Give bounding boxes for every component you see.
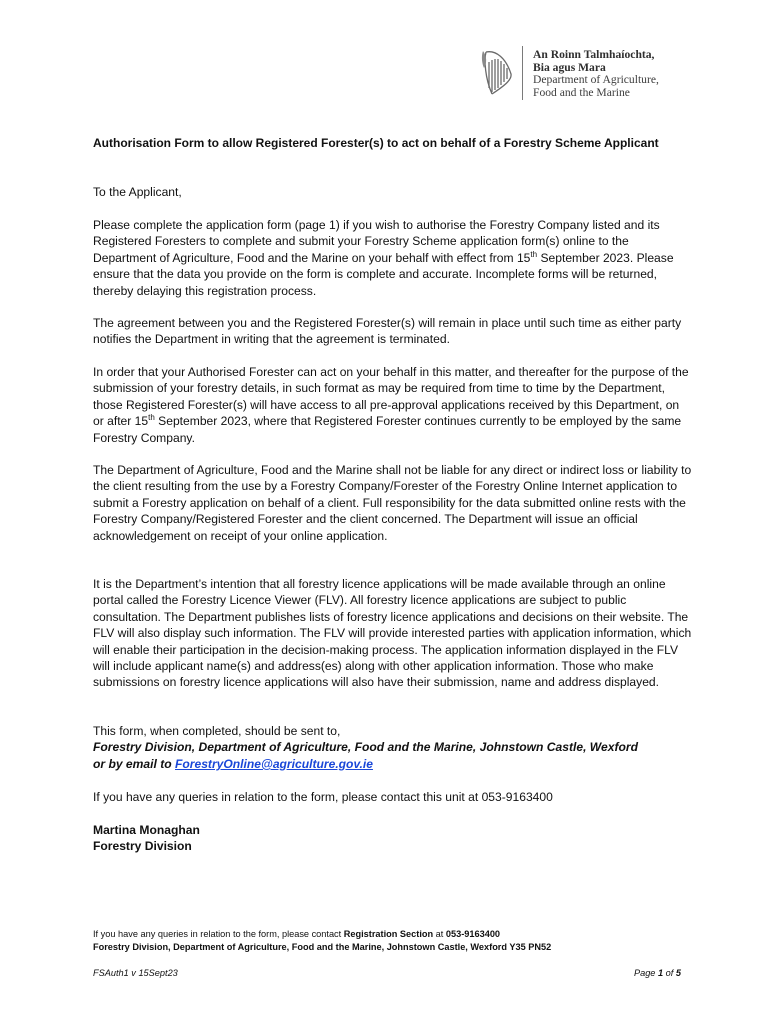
footer-bottom bbox=[93, 967, 681, 980]
para3-text-a: In order that your Authorised Forester can act on your behalf in this matter, and thereafter for the purpose of the submission of your forestry details, in such format as may be required from time to time by the Department, those Registered Forester(s) will have access to all pre-approval applications received by this Department, on or after 15 bbox=[93, 365, 689, 429]
footer-at: at bbox=[433, 929, 446, 939]
para3-text-b: September 2023, where that Registered Forester continues currently to be employed by the same Forestry Company. bbox=[93, 414, 682, 445]
send-intro: This form, when completed, should be sent to, bbox=[93, 724, 341, 738]
email-link[interactable]: ForestryOnline@agriculture.gov.ie bbox=[175, 756, 373, 771]
page-total: 5 bbox=[675, 968, 681, 978]
salutation: To the Applicant, bbox=[93, 185, 182, 199]
footer-prefix: If you have any queries in relation to the form, please contact bbox=[93, 929, 344, 939]
paragraph-access bbox=[93, 364, 693, 446]
send-email-line bbox=[93, 756, 693, 772]
send-address: Forestry Division, Department of Agriculture, Food and the Marine, Johnstown Castle, Wexford bbox=[93, 740, 638, 755]
page-label: Page bbox=[633, 968, 658, 978]
para3-sup: th bbox=[148, 413, 155, 423]
paragraph-authorise bbox=[93, 217, 693, 299]
page-current: 1 bbox=[657, 968, 664, 978]
footer-phone: 053-9163400 bbox=[445, 929, 501, 939]
harp-icon bbox=[478, 48, 516, 98]
signoff bbox=[93, 822, 693, 855]
version-label: FSAuth1 v 15Sept23 bbox=[93, 968, 178, 978]
paragraph-flv: It is the Department’s intention that all forestry licence applications will be made available through an online portal called the Forestry Licence Viewer (FLV). All forestry licence applications are subject to public consultation. The Department publishes lists of forestry licence applications and decisions on their website. The FLV will also display such information. The FLV will provide interested parties with application information, which will enable their participation in the decision-making process. The application information displayed in the FLV will include applicant name(s) and address(es) along with other application information. Those who make submissions on forestry licence applications will also have their submission, name and address displayed. bbox=[93, 577, 692, 690]
page-of: of bbox=[663, 968, 676, 978]
irish-name-line2: Bia agus Mara bbox=[533, 60, 606, 74]
para1-sup: th bbox=[530, 249, 538, 259]
footer-line1 bbox=[93, 928, 693, 941]
paragraph-agreement: The agreement between you and the Registered Forester(s) will remain in place until such time as either party notifies the Department in writing that the agreement is terminated. bbox=[93, 316, 682, 347]
footer bbox=[93, 928, 693, 954]
signoff-unit: Forestry Division bbox=[93, 839, 192, 854]
para1-text-b: September 2023. Please ensure that the data you provide on the form is complete and accurate. Incomplete forms will be returned, thereby delaying this registration process. bbox=[93, 250, 674, 298]
department-name bbox=[533, 49, 733, 99]
paragraph-liability: The Department of Agriculture, Food and the Marine shall not be liable for any direct or indirect loss or liability to the client resulting from the use by a Forestry Company/Forester of the Forestry Online Internet application to submit a Forestry application on behalf of a client. Full responsibility for the data submitted online rests with the Forestry Company/Registered Forester and the client concerned. The Department will issue an official acknowledgement on receipt of your online application. bbox=[93, 463, 692, 543]
footer-line2: Forestry Division, Department of Agriculture, Food and the Marine, Johnstown Castle, Wexford Y35 PN52 bbox=[93, 942, 552, 952]
queries-contact: If you have any queries in relation to the form, please contact this unit at 053-9163400 bbox=[93, 790, 553, 804]
logo-divider bbox=[522, 46, 523, 100]
english-name-line2: Food and the Marine bbox=[533, 85, 630, 99]
para1-text-a: Please complete the application form (page 1) if you wish to authorise the Forestry Company listed and its Registered Foresters to complete and submit your Forestry Scheme application form(s) online to the Department of Agriculture, Food and the Marine on your behalf with effect from 15 bbox=[93, 218, 660, 265]
form-title: Authorisation Form to allow Registered Forester(s) to act on behalf of a Forestry Scheme Applicant bbox=[93, 136, 659, 150]
page-number bbox=[634, 967, 681, 980]
irish-name-line1: An Roinn Talmhaíochta, bbox=[533, 48, 655, 61]
send-instructions bbox=[93, 723, 693, 772]
signoff-name: Martina Monaghan bbox=[93, 823, 200, 837]
email-prefix: or by email to bbox=[93, 756, 175, 771]
footer-section: Registration Section bbox=[343, 929, 434, 939]
english-name-line1: Department of Agriculture, bbox=[533, 73, 659, 87]
